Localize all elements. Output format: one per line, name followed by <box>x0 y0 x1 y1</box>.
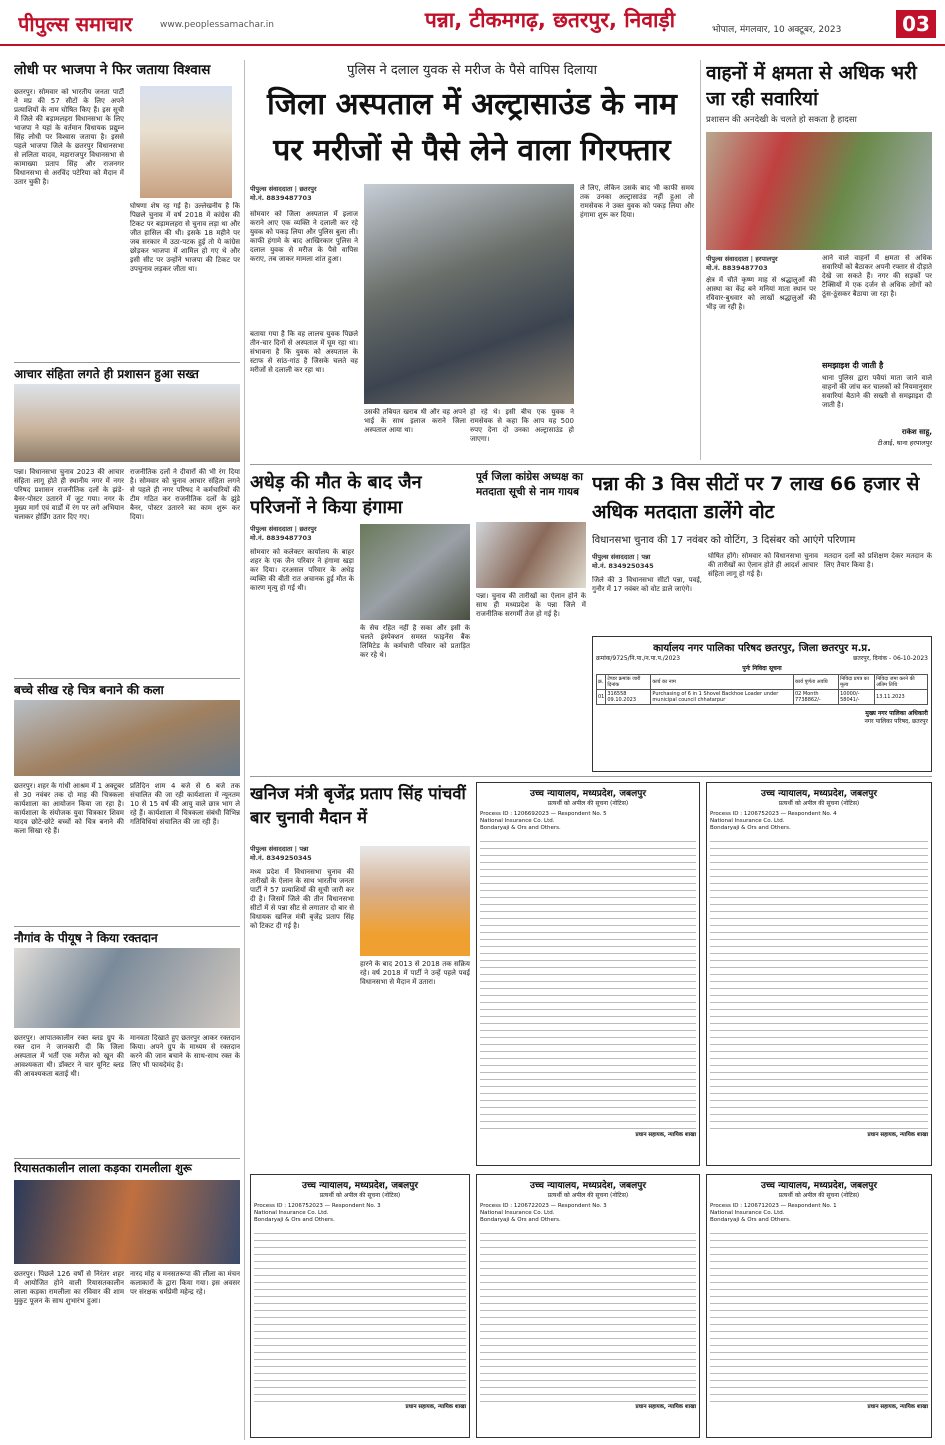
callout-box <box>822 360 932 456</box>
minister-story <box>250 782 470 1170</box>
dateline: भोपाल, मंगलवार, 10 अक्टूबर, 2023 <box>712 25 842 35</box>
story-photo <box>14 384 240 462</box>
respondent-no: Respondent No. 1 <box>787 1203 837 1209</box>
byline-mobile: मो.नं. 8349250345 <box>250 854 312 862</box>
jain-story <box>250 470 470 772</box>
callout-quote: थाना पुलिस द्वारा पवैयां माता जाने वाले वाहनों की जांच कर चालकों को नियमानुसार सवारियां बैठाने की सख्ती से समझाइश दी जाती है। <box>822 374 932 409</box>
court-title: उच्च न्यायालय, मध्यप्रदेश, जबलपुर <box>301 1181 419 1191</box>
court-notice: उच्च न्यायालय, मध्यप्रदेश, जबलपुर प्रत्यर्थी को अपील की सूचना (नोटिस) Process ID : 1206752023 — Respondent No. 3 National Insurance Co. Ltd. Bondaryaji & Ors and Others. प्रधान सहायक, न्यायिक शाखा <box>250 1174 470 1438</box>
opposite-party: Bondaryaji & Ors and Others. <box>480 825 561 831</box>
opposite-party: Bondaryaji & Ors and Others. <box>710 825 791 831</box>
court-subtitle: प्रत्यर्थी को अपील की सूचना (नोटिस) <box>319 1192 401 1199</box>
insurer: National Insurance Co. Ltd. <box>480 1210 555 1216</box>
byline: पीपुल्स संवाददाता | हरपालपुर मो.नं. 8839487703 <box>706 255 778 272</box>
column-divider <box>244 60 245 1440</box>
masthead <box>0 0 945 46</box>
panna-story <box>592 470 932 630</box>
story-title: वाहनों में क्षमता से अधिक भरी जा रही सवारियां <box>706 62 917 110</box>
callout-sign: राकेश साहू, <box>901 428 932 436</box>
lead-headline: जिला अस्पताल में अल्ट्रासाउंड के नाम पर मरीजों से पैसे लेने वाला गिरफ्तार <box>267 87 677 168</box>
court-sign: प्रधान सहायक, न्यायिक शाखा <box>867 1132 928 1138</box>
court-sign: प्रधान सहायक, न्यायिक शाखा <box>405 1404 466 1410</box>
court-body <box>710 1228 928 1404</box>
story-photo <box>360 524 470 620</box>
court-notice: उच्च न्यायालय, मध्यप्रदेश, जबलपुर प्रत्यर्थी को अपील की सूचना (नोटिस) Process ID : 1206692023 — Respondent No. 5 National Insurance Co. Ltd. Bondaryaji & Ors and Others. प्रधान सहायक, न्यायिक शाखा <box>476 782 700 1166</box>
story-text: सोमवार को जिला अस्पताल में इलाज कराने आए एक व्यक्ति ने दलाली कर रहे युवक को पकड़ लिया और पुलिस बुला ली। काफी हंगामे के बाद आखिरकार पुलिस ने दलाल युवक से मरीज के पैसे वापिस कराए, तब जाकर मामला शांत हुआ। <box>250 210 358 263</box>
story-text-2: घोषणा शेष रह गई है। उल्लेखनीय है कि पिछले चुनाव में वर्ष 2018 में कांग्रेस की टिकट पर बड़ामलहरा से चुनाव लड़ा था और जीत हासिल की थी। इसके 18 महीने पर जब सरकार में उठा-पटक हुई तो ये कांग्रेस छोड़कर भाजपा में शामिल हो गए थे और इसी सीट पर उन्होंने भाजपा की टिकट पर उपचुनाव लड़कर जीता था। <box>130 202 240 273</box>
byline-mobile: मो.नं. 8349250345 <box>592 562 654 570</box>
callout-designation: टीआई, थाना हरपालपुर <box>877 439 932 447</box>
court-title: उच्च न्यायालय, मध्यप्रदेश, जबलपुर <box>529 789 647 799</box>
court-notice: उच्च न्यायालय, मध्यप्रदेश, जबलपुर प्रत्यर्थी को अपील की सूचना (नोटिस) Process ID : 1206722023 — Respondent No. 3 National Insurance Co. Ltd. Bondaryaji & Ors and Others. प्रधान सहायक, न्यायिक शाखा <box>476 1174 700 1438</box>
politician-photo <box>140 86 232 198</box>
lead-kicker: पुलिस ने दलाल युवक से मरीज के पैसे वापिस दिलाया <box>347 63 597 78</box>
court-title: उच्च न्यायालय, मध्यप्रदेश, जबलपुर <box>529 1181 647 1191</box>
section-rule <box>250 776 932 777</box>
opposite-party: Bondaryaji & Ors and Others. <box>480 1217 561 1223</box>
story-photo <box>14 1180 240 1264</box>
story-text: सोमवार को कलेक्टर कार्यालय के बाहर शहर के एक जैन परिवार ने हंगामा खड़ा कर दिया। दरअसल परिवार के अधेड़ व्यक्ति की बीती रात अचानक हुई मौत के कारण मृत्यु हो गई थी। <box>250 548 354 592</box>
byline-name: पीपुल्स संवाददाता <box>250 845 293 853</box>
court-subtitle: प्रत्यर्थी को अपील की सूचना (नोटिस) <box>547 800 629 807</box>
left-column <box>14 60 240 1440</box>
court-sign: प्रधान सहायक, न्यायिक शाखा <box>635 1404 696 1410</box>
tender-notice <box>592 636 932 772</box>
respondent-no: Respondent No. 3 <box>331 1203 381 1209</box>
story-text-2: क्षेत्र में चौते कृष्ण माह से श्रद्धालुओं की आस्था का केंद्र बने मनियां माता स्थान पर रविवार-बुधवार को लाखों श्रद्धालुओं की भीड़ जा रही है। <box>706 276 816 311</box>
story-text: आने वाले वाहनों में क्षमता से अधिक सवारियों को बैठाकर अपनी रफ्तार से दौड़ाते देखे जा सकते हैं। नगर की सड़कों पर टैक्सियों में एक दर्जन से अधिक लोगों को ठूंस-ठूंसकर बैठाया जा रहा है। <box>822 254 932 298</box>
byline-mobile: मो.नं. 8839487703 <box>250 534 312 542</box>
court-subtitle: प्रत्यर्थी को अपील की सूचना (नोटिस) <box>778 1192 860 1199</box>
insurer: National Insurance Co. Ltd. <box>254 1210 329 1216</box>
story-title: पन्ना की 3 विस सीटों पर 7 लाख 66 हजार से अधिक मतदाता डालेंगे वोट <box>592 473 920 523</box>
story-title: अधेड़ की मौत के बाद जैन परिजनों ने किया हंगामा <box>250 472 422 518</box>
region-title: पन्ना, टीकमगढ़, छतरपुर, निवाड़ी <box>424 8 676 32</box>
story-title: पूर्व जिला कांग्रेस अध्यक्ष का मतदाता सूची से नाम गायब <box>476 471 583 498</box>
traffic-story <box>706 60 932 460</box>
story-text-2: बताया गया है कि वह लालच युवक पिछले तीन-चार दिनों से अस्पताल में घूम रहा था। संभावना है कि युवक को अस्पताल के स्टाफ से सांठ-गांठ है जिसके चलते वह मरीजों से दलाली कर रहा था। <box>250 330 358 374</box>
story-title: बच्चे सीख रहे चित्र बनाने की कला <box>14 678 240 698</box>
opposite-party: Bondaryaji & Ors and Others. <box>710 1217 791 1223</box>
story-text-2: के सेच रहित नहीं है सका और इसी के चलते इंस्पेक्शन समस्त फाइनेंस बैंक लिमिटेड के कर्मचारी परिवार को प्रताड़ित कर रहे थे। <box>360 624 470 659</box>
byline: पीपुल्स संवाददाता | पन्ना मो.नं. 8349250345 <box>250 845 312 862</box>
table-cell: 10000/- 58041/- <box>839 690 875 705</box>
court-subtitle: प्रत्यर्थी को अपील की सूचना (नोटिस) <box>778 800 860 807</box>
tender-refline <box>596 654 928 662</box>
story-title: नौगांव के पीयूष ने किया रक्तदान <box>14 926 240 946</box>
byline-place: पन्ना <box>299 845 309 853</box>
story-text: छतरपुर। आपातकालीन रक्त ब्लड ग्रुप के रक्त दान ने जानकारी दी कि जिला अस्पताल में भर्ती एक मरीज को खून की आवश्यकता थी। डॉक्टर ने चार यूनिट ब्लड की आवश्यकता बताई थी। <box>14 1034 124 1078</box>
story-photo <box>476 522 586 588</box>
court-notice: उच्च न्यायालय, मध्यप्रदेश, जबलपुर प्रत्यर्थी को अपील की सूचना (नोटिस) Process ID : 1206752023 — Respondent No. 4 National Insurance Co. Ltd. Bondaryaji & Ors and Others. प्रधान सहायक, न्यायिक शाखा <box>706 782 932 1166</box>
court-title: उच्च न्यायालय, मध्यप्रदेश, जबलपुर <box>760 789 878 799</box>
byline-mobile: मो.नं. 8839487703 <box>706 264 768 272</box>
story-text-2: हारने के बाद 2013 से 2018 तक सक्रिय रहे। वर्ष 2018 में पार्टी ने उन्हें पहले पवई विधानसभा से मैदान में उतारा। <box>360 960 470 986</box>
newspaper-logo: पीपुल्स समाचार <box>18 12 133 36</box>
story-text-3: मतदान दलों को प्रशिक्षण देकर मतदान के लिए तैयार किया है। <box>824 552 932 569</box>
byline-name: पीपुल्स संवाददाता <box>250 185 293 193</box>
story-text-4: हो रहे थे। इसी बीच एक युवक ने रामसेवक से कहा कि आप यह 500 रुपए देना दो उनका अल्ट्रासाउंड हो जाएगा। <box>470 408 574 443</box>
tender-title: कार्यालय नगर पालिका परिषद छतरपुर, जिला छतरपुर म.प्र. <box>653 643 871 654</box>
court-title: उच्च न्यायालय, मध्यप्रदेश, जबलपुर <box>760 1181 878 1191</box>
respondent-no: Respondent No. 5 <box>557 811 607 817</box>
court-sign: प्रधान सहायक, न्यायिक शाखा <box>867 1404 928 1410</box>
website-url: www.peoplessamachar.in <box>160 20 274 30</box>
court-body <box>254 1228 466 1404</box>
page-number: 03 <box>896 10 936 38</box>
story-title: लोधी पर भाजपा ने फिर जताया विश्वास <box>14 62 211 78</box>
table-cell: 01 <box>597 690 606 705</box>
tender-ref: क्रमांक/9725/नि.पा./न.पा.प./2023 <box>596 655 681 662</box>
story-subtitle: प्रशासन की अनदेखी के चलते हो सकता है हादसा <box>706 115 857 125</box>
minister-photo <box>360 846 470 956</box>
story-text-5: ले लिए, लेकिन उसके बाद भी काफी समय तक उनका अल्ट्रासाउंड नहीं हुआ तो रामसेवक ने उक्त युवक को पकड़ लिया और हंगामा शुरू कर दिया। <box>580 184 694 219</box>
process-id: Process ID : 1206752023 <box>710 811 779 817</box>
story-text-2: प्रतिदिन शाम 4 बजे से 6 बजे तक संचालित की जा रही कार्यशाला में न्यूनतम 10 से 15 वर्ष की आयु वाले छात्र भाग ले रहे हैं। कार्यशाला में चित्रकला संबंधी विभिन्न गतिविधियां संचालित की जा रही हैं। <box>130 782 240 826</box>
congress-story <box>476 470 586 772</box>
table-header: कार्य का नाम <box>651 675 794 690</box>
tender-date: छतरपुर, दिनांक - 06-10-2023 <box>853 655 928 662</box>
table-header: कार्य पूर्णता अवधि <box>793 675 838 690</box>
lead-story <box>250 60 694 460</box>
byline: पीपुल्स संवाददाता | छतरपुर मो.नं. 8839487703 <box>250 525 317 542</box>
respondent-no: Respondent No. 3 <box>557 1203 607 1209</box>
story-title: रियासतकालीन लाला कड़का रामलीला शुरू <box>14 1158 240 1178</box>
respondent-no: Respondent No. 4 <box>787 811 837 817</box>
table-header: निविदा प्रपत्र का मूल्य <box>839 675 875 690</box>
story-photo <box>14 948 240 1028</box>
insurer: National Insurance Co. Ltd. <box>710 818 785 824</box>
table-row <box>597 690 928 705</box>
story-photo <box>706 132 932 250</box>
story-text-2: घोषित होंगे। सोमवार को विधानसभा चुनाव की तारीखों का ऐलान होते ही आदर्श आचार संहिता लागू हो गई है। <box>708 552 818 578</box>
table-cell: 316558 09.10.2023 <box>606 690 651 705</box>
story-text-2: राजनीतिक दलों ने दीवारों की भी रंग दिया है। सोमवार को चुनाव आचार संहिता लगने से पहले ही नगर परिषद ने कर्मचारियों की टीम गठित कर राजनीतिक दलों के झुंडे बैनर, पोस्टर उतारने का काम शुरू कर दिया। <box>130 468 240 521</box>
byline-mobile: मो.नं. 8839487703 <box>250 194 312 202</box>
insurer: National Insurance Co. Ltd. <box>710 1210 785 1216</box>
table-cell: Purchasing of 6 in 1 Shovel Backhoe Loader under municipal council chhatarpur <box>651 690 794 705</box>
byline-place: छतरपुर <box>299 525 317 533</box>
story-title: आचार संहिता लगते ही प्रशासन हुआ सख्त <box>14 362 240 382</box>
court-body <box>480 1228 696 1404</box>
column-divider <box>700 60 701 460</box>
story-text: छतरपुर। सोमवार को भारतीय जनता पार्टी ने मप्र की 57 सीटों के लिए अपने प्रत्याशियों के नाम घोषित किए हैं। इस सूची में जिले की बड़ामलहरा विधानसभा के लिए भाजपा ने यहां के वर्तमान विधायक प्रद्युम्न सिंह लोधी पर विश्वास जताया है। इससे पहले भाजपा जिले के छतरपुर विधानसभा से ललिता यादव, महाराजपुर विधानसभा से कामाख्या प्रताप सिंह और राजनगर विधानसभा से अरविंद पटेरिया को मैदान में उतार चुकी है। <box>14 88 124 186</box>
story-text-2: मानवता दिखाते हुए छतरपुर आकर रक्तदान किया। अपने ग्रुप के माध्यम से रक्तदान करने की जान बचाने के साथ-साथ रक्त के लिए भी फायदेमंद है। <box>130 1034 240 1069</box>
story-photo <box>14 700 240 776</box>
tender-header-row <box>597 675 928 690</box>
lead-photo <box>364 184 574 404</box>
story-title: खनिज मंत्री बृजेंद्र प्रताप सिंह पांचवीं बार चुनावी मैदान में <box>250 784 466 827</box>
tender-office: नगर पालिका परिषद, छतरपुर <box>864 718 928 725</box>
court-sign: प्रधान सहायक, न्यायिक शाखा <box>635 1132 696 1138</box>
tender-subtitle: पुर्नः निविदा सूचना <box>742 665 782 672</box>
story-text: छतरपुर। पिछले 126 वर्षों से निरंतर शहर में आयोजित होने वाली रियासतकालीन लाला कड़का रामलीला का रविवार की शाम मुकुट पूजन के साथ शुभारंभ हुआ। <box>14 1270 124 1305</box>
byline-place: हरपालपुर <box>755 255 778 263</box>
court-notice: उच्च न्यायालय, मध्यप्रदेश, जबलपुर प्रत्यर्थी को अपील की सूचना (नोटिस) Process ID : 1206712023 — Respondent No. 1 National Insurance Co. Ltd. Bondaryaji & Ors and Others. प्रधान सहायक, न्यायिक शाखा <box>706 1174 932 1438</box>
story-text: पन्ना। विधानसभा चुनाव 2023 की आचार संहिता लागू होते ही स्थानीय नगर में नगर परिषद प्रशासन राजनीतिक दलों के झंडे-बैनर-पोस्टर उतारने में जुट गया। नगर के मुख्य मार्ग एवं वार्डों में रंग पर लगे अभियान चलाकर होर्डिंग उतार दिए गए। <box>14 468 124 521</box>
table-header: टेण्डर क्रमांक जारी दिनांक <box>606 675 651 690</box>
story-text-2: नारद मोह व मनसतरूपा की लीला का मंचन कलाकारों के द्वारा किया गया। इस अवसर पर संरक्षक धर्मप्रेमी महेन्द्र रहे। <box>130 1270 240 1296</box>
insurer: National Insurance Co. Ltd. <box>480 818 555 824</box>
story-text: मध्य प्रदेश में विधानसभा चुनाव की तारीखों के ऐलान के साथ भारतीय जनता पार्टी ने 57 प्रत्याशियों की सूची जारी कर दी है। जिसमें जिले की तीन विधानसभा सीटों में से पन्ना सीट से लगातार दो बार से विधायक खनिज मंत्री बृजेंद्र प्रताप सिंह को टिकट दी गई है। <box>250 868 354 930</box>
process-id: Process ID : 1206752023 <box>254 1203 323 1209</box>
byline: पीपुल्स संवाददाता | छतरपुर मो.नं. 8839487703 <box>250 185 317 202</box>
story-text: छतरपुर। शहर के गांधी आश्रम में 1 अक्टूबर से 30 नवंबर तक दो माह की चित्रकला कार्यशाला का आयोजन किया जा रहा है। कार्यशाला के संयोजक युवा चित्रकार शिवम यादव छोटे-छोटे बच्चों को चित्र बनाने की कला सिखा रहे हैं। <box>14 782 124 835</box>
tender-signatory: मुख्य नगर पालिका अधिकारी <box>865 710 928 717</box>
table-header: निविदा जमा करने की अंतिम तिथि <box>875 675 928 690</box>
byline-place: पन्ना <box>641 553 651 561</box>
tender-table <box>596 674 928 705</box>
process-id: Process ID : 1206712023 <box>710 1203 779 1209</box>
opposite-party: Bondaryaji & Ors and Others. <box>254 1217 335 1223</box>
callout-title: समझाइश दी जाती है <box>822 361 884 370</box>
byline-name: पीपुल्स संवाददाता <box>250 525 293 533</box>
court-subtitle: प्रत्यर्थी को अपील की सूचना (नोटिस) <box>547 1192 629 1199</box>
court-body <box>710 836 928 1132</box>
byline: पीपुल्स संवाददाता | पन्ना मो.नं. 8349250345 <box>592 553 654 570</box>
section-rule <box>250 464 932 465</box>
process-id: Process ID : 1206722023 <box>480 1203 549 1209</box>
story-subtitle: विधानसभा चुनाव की 17 नवंबर को वोटिंग, 3 दिसंबर को आएंगे परिणाम <box>592 535 856 546</box>
story-text: पन्ना। चुनाव की तारीखों का ऐलान होने के साथ ही मध्यप्रदेश के पन्ना जिले में राजनीतिक सरगर्मी तेज हो गई है। <box>476 592 586 618</box>
byline-name: पीपुल्स संवाददाता <box>592 553 635 561</box>
court-body <box>480 836 696 1132</box>
table-header: क्र. <box>597 675 606 690</box>
table-cell: 13.11.2023 <box>875 690 928 705</box>
story-text-3: उसकी तबियत खराब थी और वह अपने भाई के साथ इलाज कराने जिला अस्पताल आया था। <box>364 408 466 434</box>
byline-place: छतरपुर <box>299 185 317 193</box>
byline-name: पीपुल्स संवाददाता <box>706 255 749 263</box>
process-id: Process ID : 1206692023 <box>480 811 549 817</box>
story-text: जिले की 3 विधानसभा सीटों पन्ना, पवई, गुनौर में 17 नवंबर को वोट डाले जाएंगे। <box>592 576 702 593</box>
table-cell: 02 Month 7738862/- <box>793 690 838 705</box>
